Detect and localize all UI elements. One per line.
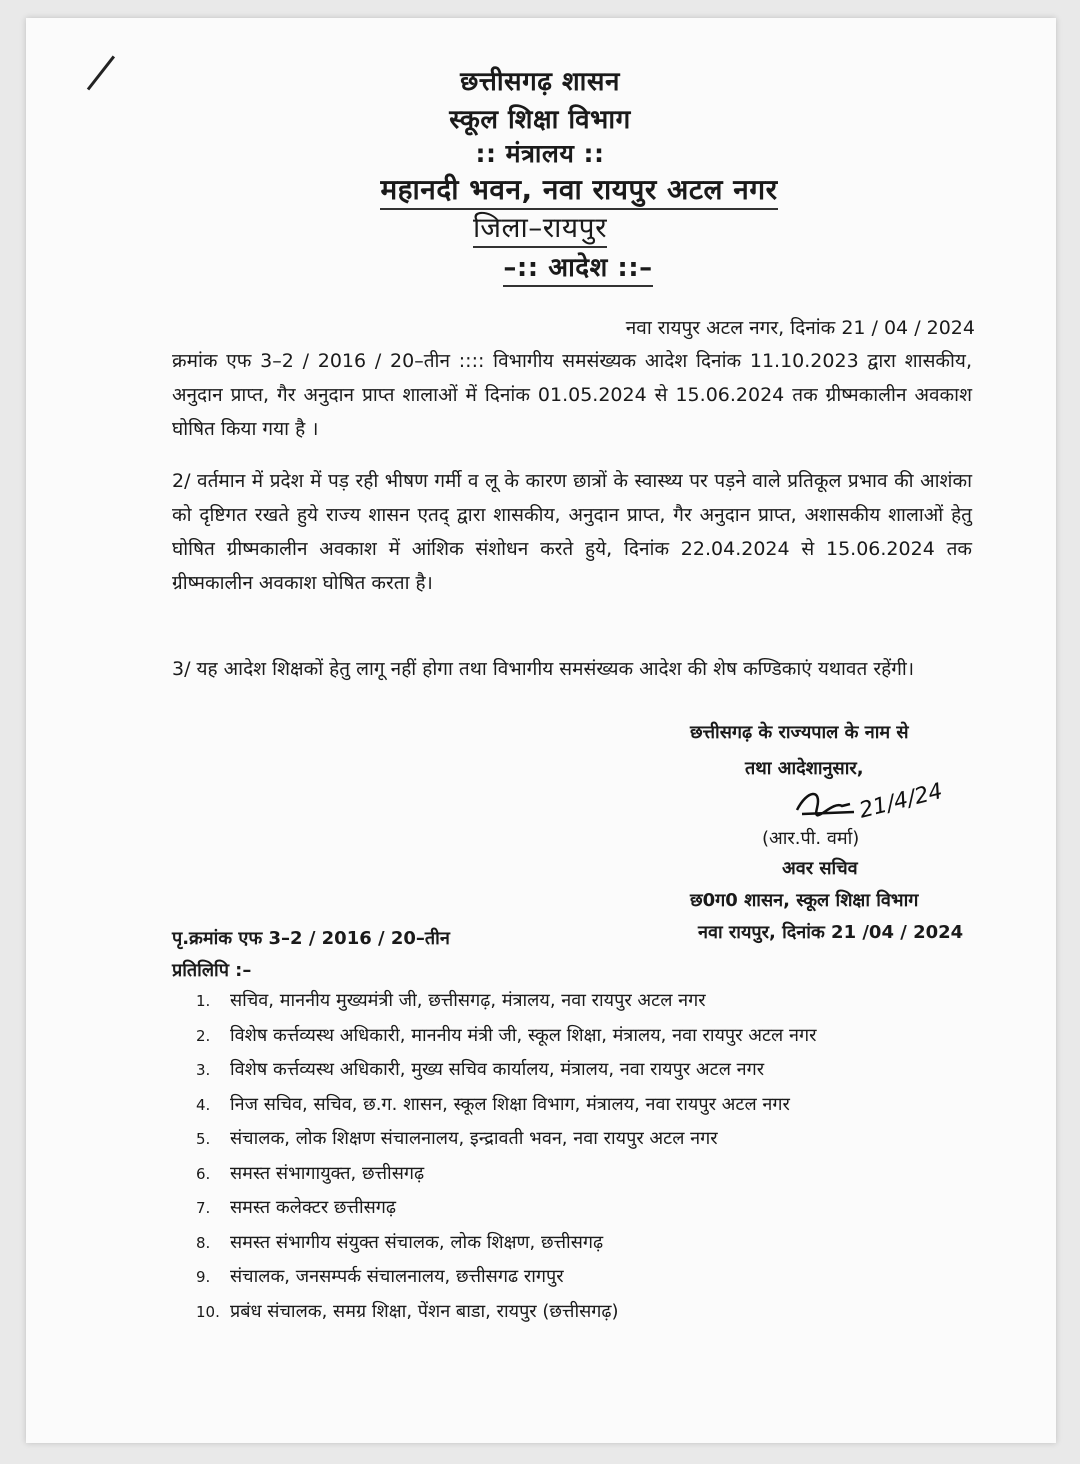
copy-list-item [196,1228,816,1263]
copy-item-text: समस्त कलेक्टर छत्तीसगढ़ [230,1197,397,1218]
copy-item-number: 2. [196,1026,211,1045]
copy-list [196,986,816,1331]
paragraph-3: 3/ यह आदेश शिक्षकों हेतु लागू नहीं होगा तथा विभागीय समसंख्यक आदेश की शेष कण्डिकाएं यथावत रहेंगी। [172,658,915,680]
copy-item-text: विशेष कर्त्तव्यस्थ अधिकारी, माननीय मंत्री जी, स्कूल शिक्षा, मंत्रालय, नवा रायपुर अटल नगर [230,1024,817,1046]
copy-item-number: 7. [196,1199,211,1217]
handwritten-signature [792,770,952,830]
paragraph-2: 2/ वर्तमान में प्रदेश में पड़ रही भीषण गर्मी व लू के कारण छात्रों के स्वास्थ्य पर पड़ने वाले प्रतिकूल प्रभाव की आशंका को दृष्टिगत रखते हुये राज्य शासन एतद् द्वारा शासकीय, अनुदान प्राप्त, गैर अनुदान प्राप्त, अशासकीय शालाओं हेतु घोषित ग्रीष्मकालीन अवकाश में आंशिक संशोधन करते हुये, दिनांक 22.04.2024 से 15.06.2024 तक ग्रीष्मकालीन अवकाश घोषित करता है। [172,470,972,594]
copy-item-text: संचालक, जनसम्पर्क संचालनालय, छत्तीसगढ रागपुर [230,1266,564,1287]
copy-list-item [196,1055,816,1090]
government-title: छत्तीसगढ़ शासन [460,67,620,97]
district-line: जिला–रायपुर [0,208,1080,246]
copy-list-item [196,1090,816,1125]
ministry-title: :: मंत्रालय :: [475,139,605,168]
copy-item-number: 5. [196,1130,211,1148]
copy-list-item [196,1262,816,1297]
signature-date: 21/4/24 [856,778,946,824]
copy-item-text: समस्त संभागायुक्त, छत्तीसगढ़ [230,1162,425,1184]
copy-item-text: संचालक, लोक शिक्षण संचालनालय, इन्द्रावती भवन, नवा रायपुर अटल नगर [230,1128,718,1149]
copy-item-number: 4. [196,1095,211,1114]
signatory-name: (आर.पी. वर्मा) [762,828,860,849]
copy-list-item [196,1297,816,1332]
copy-item-text: समस्त संभागीय संयुक्त संचालक, लोक शिक्षण, छत्तीसगढ़ [230,1231,604,1253]
signatory-designation: अवर सचिव [782,858,858,879]
copy-item-number: 6. [196,1164,211,1183]
paragraph-1: क्रमांक एफ 3–2 / 2016 / 20–तीन :::: विभागीय समसंख्यक आदेश दिनांक 11.10.2023 द्वारा शासकीय, अनुदान प्राप्त, गैर अनुदान प्राप्त शालाओं में दिनांक 01.05.2024 से 15.06.2024 तक ग्रीष्मकालीन अवकाश घोषित किया गया है । [172,350,972,440]
copy-item-number: 8. [196,1233,211,1252]
copy-list-item [196,1021,816,1056]
copy-list-item [196,1193,816,1228]
copy-list-item [196,986,816,1021]
address-line: महानदी भवन, नवा रायपुर अटल नगर [39,170,1080,208]
authority-line: छत्तीसगढ़ के राज्यपाल के नाम से [690,722,909,743]
copy-item-text: निज सचिव, सचिव, छ.ग. शासन, स्कूल शिक्षा विभाग, मंत्रालय, नवा रायपुर अटल नगर [230,1093,790,1115]
order-heading: –:: आदेश ::– [38,248,1080,284]
copy-item-number: 1. [196,992,211,1010]
copy-item-number: 9. [196,1268,211,1286]
department-title: स्कूल शिक्षा विभाग [449,105,631,135]
copy-reference: पृ.क्रमांक एफ 3–2 / 2016 / 20–तीन [172,928,450,949]
signatory-date: नवा रायपुर, दिनांक 21 /04 / 2024 [698,922,964,943]
order-date: नवा रायपुर अटल नगर, दिनांक 21 / 04 / 2024 [625,317,975,339]
copy-item-number: 10. [196,1302,220,1321]
copy-item-text: प्रबंध संचालक, समग्र शिक्षा, पेंशन बाडा, रायपुर (छत्तीसगढ़) [230,1300,619,1322]
copy-list-item [196,1124,816,1159]
order-line: तथा आदेशानुसार, [745,758,864,779]
copy-item-text: विशेष कर्त्तव्यस्थ अधिकारी, मुख्य सचिव कार्यालय, मंत्रालय, नवा रायपुर अटल नगर [230,1059,765,1080]
copy-item-text: सचिव, माननीय मुख्यमंत्री जी, छत्तीसगढ़, मंत्रालय, नवा रायपुर अटल नगर [230,990,706,1011]
copy-title: प्रतिलिपि :– [172,960,252,981]
copy-item-number: 3. [196,1061,211,1079]
signatory-department: छ0ग0 शासन, स्कूल शिक्षा विभाग [690,890,919,911]
copy-list-item [196,1159,816,1194]
